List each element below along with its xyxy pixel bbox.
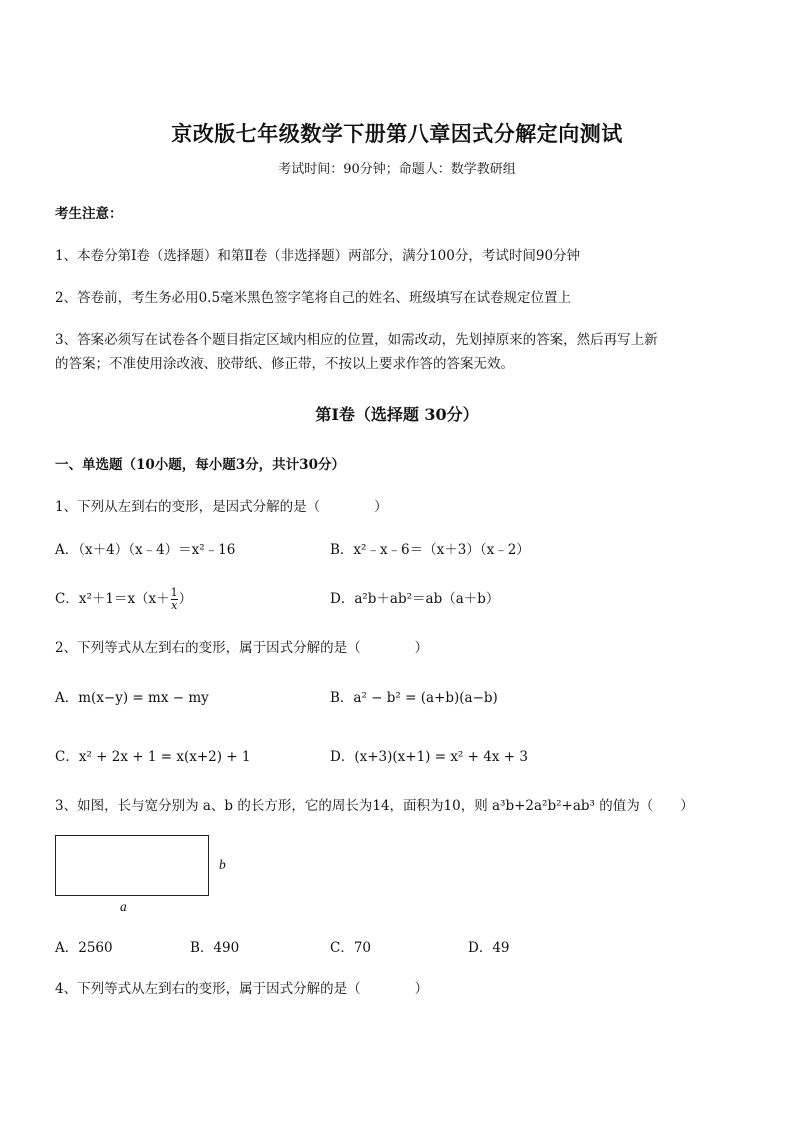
question-3-option-b: B．490 [190,940,240,956]
question-1-option-b: B．x²﹣x﹣6＝（x＋3）（x﹣2） [330,542,530,558]
exam-info: 考试时间：90分钟；命题人：数学教研组 [278,162,516,177]
question-2-option-d: D．(x+3)(x+1) = x² + 4x + 3 [330,749,528,765]
page-title: 京改版七年级数学下册第八章因式分解定向测试 [171,121,623,146]
question-1-option-c-suffix: ） [178,591,193,607]
question-1-option-c [55,587,192,612]
question-2-option-b: B．a² − b² = (a+b)(a−b) [330,690,498,706]
question-3-option-a: A．2560 [55,940,113,956]
part-heading: 一、单选题（10小题，每小题3分，共计30分） [55,457,345,473]
question-2-stem: 2、下列等式从左到右的变形，属于因式分解的是（ ） [55,640,429,656]
question-3-option-c: C．70 [330,940,372,956]
question-1-stem: 1、下列从左到右的变形，是因式分解的是（ ） [55,499,388,515]
question-1-option-a: A．（x＋4）（x﹣4）＝x²﹣16 [55,542,236,558]
fraction-denominator: x [171,599,178,612]
fraction-one-over-x [171,587,178,612]
rectangle-length-label: a [120,899,127,914]
question-2-option-c: C．x² + 2x + 1 = x(x+2) + 1 [55,749,251,765]
notice-item-3-continued: 的答案；不准使用涂改液、胶带纸、修正带，不按以上要求作答的答案无效。 [55,356,514,372]
question-1-option-c-prefix: C．x²＋1＝x（x＋ [55,591,170,607]
notice-item-2: 2、答卷前，考生务必用0.5毫米黑色签字笔将自己的姓名、班级填写在试卷规定位置上 [55,290,572,306]
section-title: 第Ⅰ卷（选择题 30分） [315,405,479,424]
notice-heading: 考生注意： [55,206,123,222]
notice-item-3: 3、答案必须写在试卷各个题目指定区域内相应的位置，如需改动，先划掉原来的答案，然后再写上新 [55,332,658,348]
question-3-stem: 3、如图，长与宽分别为 a、b 的长方形，它的周长为14，面积为10，则 a³b+2a²b²+ab³ 的值为（ ） [55,798,694,814]
question-1-option-d: D．a²b＋ab²＝ab（a＋b） [330,591,500,607]
rectangle-figure [55,835,209,896]
question-4-stem: 4、下列等式从左到右的变形，属于因式分解的是（ ） [55,981,429,997]
question-2-option-a: A．m(x−y) = mx − my [55,690,209,706]
question-3-option-d: D．49 [468,940,510,956]
notice-item-1: 1、本卷分第Ⅰ卷（选择题）和第Ⅱ卷（非选择题）两部分，满分100分，考试时间90分钟 [55,248,581,264]
fraction-numerator: 1 [170,586,178,599]
rectangle-width-label: b [219,857,226,872]
